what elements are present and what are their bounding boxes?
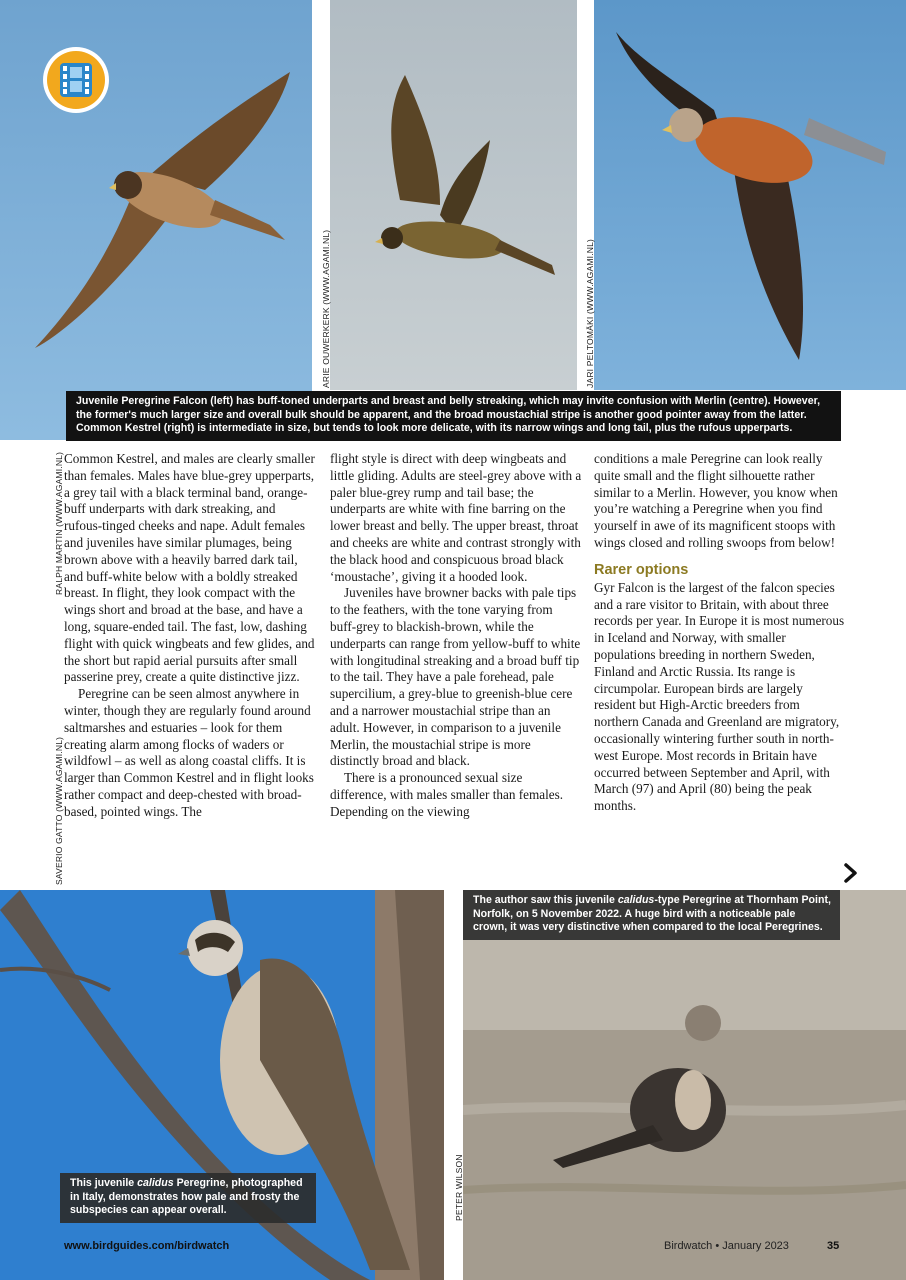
column-2-paragraph-2: Juveniles have browner backs with pale tips to the feathers, with the tone varying from buff-grey to blackish-brown, while the underparts can range from yellow-buff to white with longitudinal streaking and a broad buff tip to the tail. They have a pale forehead, pale supercilium, a grey-blue to greenish-blue cere and a narrower moustachial stripe than an adult. However, in comparison to a juvenile Merlin, the moustachial stripe is more distinctly broad and black.: [330, 585, 581, 769]
merlin-photo-credit: ARIE OUWERKERK (WWW.AGAMI.NL): [321, 229, 331, 388]
calidus-italy-caption-italic: calidus: [137, 1177, 174, 1189]
footer-url[interactable]: [64, 1240, 229, 1252]
article-column-2: [330, 451, 582, 821]
thornham-caption-italic: calidus: [617, 894, 655, 906]
calidus-italy-caption: [60, 1173, 316, 1223]
calidus-italy-photo-credit: SAVERIO GATTO (WWW.AGAMI.NL): [54, 736, 64, 885]
thornham-caption-pre: The author saw this juvenile: [473, 894, 618, 906]
thornham-peregrine-photo: [463, 890, 906, 1280]
calidus-italy-caption-pre: This juvenile: [70, 1177, 138, 1189]
column-1-paragraph-2: Peregrine can be seen almost anywhere in winter, though they are regularly found around saltmarshes and estuaries – look for them creating alarm among flocks of waders or wildfowl – as well as along coastal cliffs. It is larger than Common Kestrel and in flight looks rather compact and deep-chested with broad-based, pointed wings. The: [64, 686, 314, 819]
top-caption-text: Juvenile Peregrine Falcon (left) has buff-toned underparts and breast and belly streaking, which may invite confusion with Merlin (centre). However, the former's much larger size and overall bulk should be apparent, and the broad moustachial stripe is another good pointer away from the latter. Common Kestrel (right) is intermediate in size, but tends to look more delicate, with its narrow wings and long tail, plus the rufous upperparts.: [76, 395, 821, 435]
video-play-icon[interactable]: [42, 46, 110, 114]
calidus-italy-caption-post: Peregrine, photographed in Italy, demonstrates how pale and frosty the subspecies can appear overall.: [70, 1177, 303, 1217]
thornham-photo-credit: PETER WILSON: [454, 1154, 464, 1221]
peregrine-photo-credit: RALPH MARTIN (WWW.AGAMI.NL): [54, 451, 64, 595]
page-number-text: 35: [827, 1240, 840, 1252]
kestrel-photo: [594, 0, 906, 390]
top-photo-caption: [66, 391, 841, 441]
column-2-paragraph-3: There is a pronounced sexual size difference, with males smaller than females. Depending on the viewing: [330, 770, 564, 819]
thornham-caption: [463, 890, 840, 940]
footer-url-text[interactable]: www.birdguides.com/birdwatch: [64, 1240, 230, 1252]
column-3-paragraph-1: conditions a male Peregrine can look really quite small and the flight silhouette rather similar to a Merlin. However, you know when you’re watching a Peregrine when you find yourself in awe of its magnificent stoops with wings closed and rolling swoops from below!: [594, 451, 838, 550]
column-1-paragraph-1: Common Kestrel, and males are clearly smaller than females. Males have blue-grey upperparts, a grey tail with a black terminal band, orange-buff underparts with dark streaking, and rufous-tinged cheeks and nape. Adult females and juveniles have similar plumages, being brown above with a heavily barred dark tail, and buff-white below with a boldly streaked breast. In flight, they look compact with the wings short and broad at the base, and have a long, square-ended tail. The fast, low, dashing flight with quick wingbeats and few glides, and the short but rapid aerial pursuits after small passerine prey, create a quite distinctive jizz.: [64, 451, 315, 685]
article-column-3: [594, 451, 846, 815]
article-column-1: [64, 451, 316, 821]
thornham-caption-post: -type Peregrine at Thornham Point, Norfolk, on 5 November 2022. A huge bird with a noticeable pale crown, it was very distinctive when compared to the local Peregrines.: [473, 894, 831, 934]
footer-magazine-text: Birdwatch • January 2023: [664, 1240, 789, 1252]
page-number: [827, 1240, 839, 1252]
column-2-paragraph-1: flight style is direct with deep wingbeats and little gliding. Adults are steel-grey above with a paler blue-grey rump and tail base; the underparts are white with fine barring on the lower breast and belly. The upper breast, throat and cheeks are white and contrast strongly with the black hood and conspicuous broad black ‘moustache’, giving it a hooded look.: [330, 451, 582, 584]
kestrel-photo-credit: JARI PELTOMÄKI (WWW.AGAMI.NL): [585, 238, 595, 388]
merlin-photo: [330, 0, 577, 390]
next-page-chevron-icon[interactable]: [843, 862, 859, 884]
column-3-paragraph-2: Gyr Falcon is the largest of the falcon species and a rare visitor to Britain, with about three records per year. In Europe it is most numerous in Iceland and Norway, with smaller populations breeding in northern Sweden, Finland and Arctic Russia. Its range is circumpolar. European birds are largely resident but High-Arctic breeders from northern Canada and Greenland are migratory, occasionally wintering further south in north-west Europe. Most records in Britain have occurred between September and April, with March (97) and April (80) being the peak months.: [594, 579, 845, 814]
footer-magazine-issue: [664, 1240, 789, 1252]
section-heading-rarer-options: Rarer options: [594, 561, 689, 578]
